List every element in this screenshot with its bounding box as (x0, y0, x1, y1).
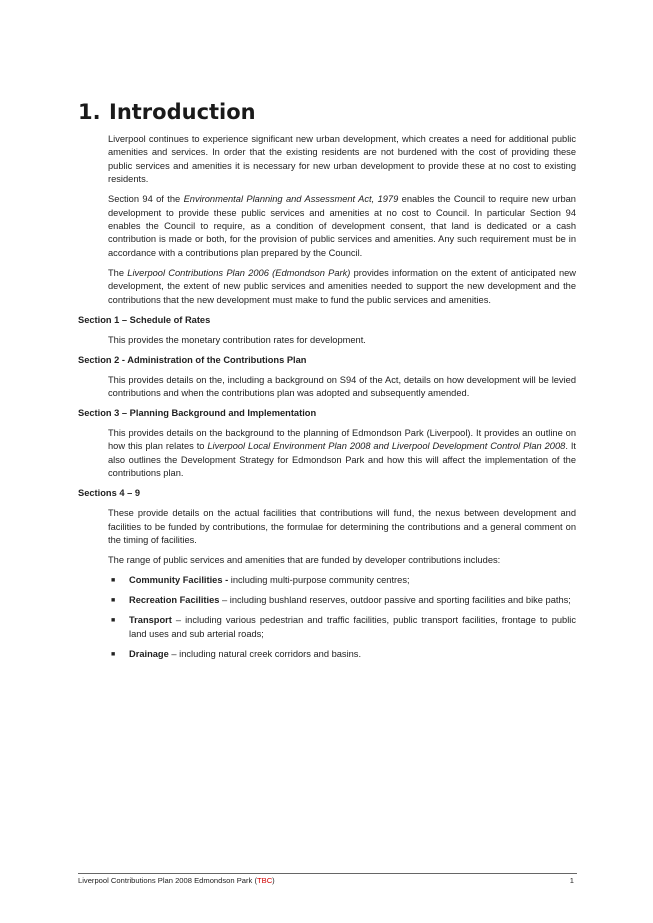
intro-paragraph-1: Liverpool continues to experience significant new urban development, which creates a need for additional public amenities and services. In order that the existing residents are not burdened with the cost of providing these public services and amenities it is necessary for new urban development to provide these at no cost to existing residents. (108, 134, 576, 185)
plan-title: Liverpool Contributions Plan 2006 (Edmondson Park) (127, 267, 351, 278)
section-3-heading: Section 3 – Planning Background and Implementation (78, 408, 317, 419)
list-item: ■ Transport – including various pedestrian and traffic facilities, public transport facilities, frontage to public land uses and sub arterial roads; (111, 615, 576, 639)
square-bullet-icon: ■ (111, 577, 116, 585)
square-bullet-icon: ■ (111, 650, 116, 658)
list-item: ■ Recreation Facilities – including bushland reserves, outdoor passive and sporting facilities and bike paths; (78, 594, 576, 607)
section-title: Introduction (109, 100, 256, 124)
section-number: 1. (78, 100, 101, 124)
square-bullet-icon: ■ (111, 617, 116, 625)
list-item: ■ Community Facilities - including multi-purpose community centres; (78, 574, 576, 587)
page-title (78, 100, 256, 124)
facility-list (78, 574, 576, 661)
section-1-text: This provides the monetary contribution rates for development. (108, 334, 366, 345)
intro-paragraph-2: Section 94 of the Environmental Planning and Assessment Act, 1979 enables the Council to require new urban development to provide these public services and amenities at no cost to Council. In particular Section 94 enables the Council to require, as a condition of development consent, that land is dedicated or a cash contribution is made or both, for the provision of public services and amenities. Any such requirement must be in accordance with a contributions plan prepared by the Council. (108, 194, 576, 258)
list-item: ■ Drainage – including natural creek corridors and basins. (78, 648, 576, 661)
section-1-heading: Section 1 – Schedule of Rates (78, 314, 211, 325)
document-body (78, 133, 576, 668)
sections-4-9-heading: Sections 4 – 9 (78, 488, 141, 499)
sections-4-9-text: These provide details on the actual facilities that contributions will fund, the nexus between development and facilities to be funded by contributions, the formulae for determining the contributions and a general comment on the timing of facilities. (108, 508, 576, 546)
intro-paragraph-3: The Liverpool Contributions Plan 2006 (Edmondson Park) provides information on the extent of anticipated new development, the extent of new public services and amenities needed to support the new development and the contributions that the new development must make to fund the public services and amenities. (108, 267, 576, 305)
lep-dcp-title: Liverpool Local Environment Plan 2008 and Liverpool Development Control Plan 2008 (207, 441, 566, 452)
tbc-marker: TBC (256, 876, 273, 885)
section-2-heading: Section 2 - Administration of the Contributions Plan (78, 354, 307, 365)
footer-divider (78, 873, 577, 874)
page-footer: Liverpool Contributions Plan 2008 Edmondson Park (TBC) 1 (78, 876, 574, 885)
section-2-text: This provides details on the, including a background on S94 of the Act, details on how development will be levied contributions and when the contributions plan was adopted and subsequently amended. (108, 374, 576, 399)
square-bullet-icon: ■ (111, 597, 116, 605)
sections-4-9-intro: The range of public services and amenities that are funded by developer contributions includes: (108, 555, 501, 566)
section-3-text: This provides details on the background to the planning of Edmondson Park (Liverpool). It provides an outline on how this plan relates to Liverpool Local Environment Plan 2008 and Liverpool Development Control Plan 2008. It also outlines the Development Strategy for Edmondson Park and how this will affect the implementation of the contributions plan. (108, 428, 576, 479)
footer-text: Liverpool Contributions Plan 2008 Edmondson Park ( (78, 876, 257, 885)
act-title: Environmental Planning and Assessment Act, 1979 (183, 194, 399, 205)
page-number: 1 (569, 876, 574, 885)
